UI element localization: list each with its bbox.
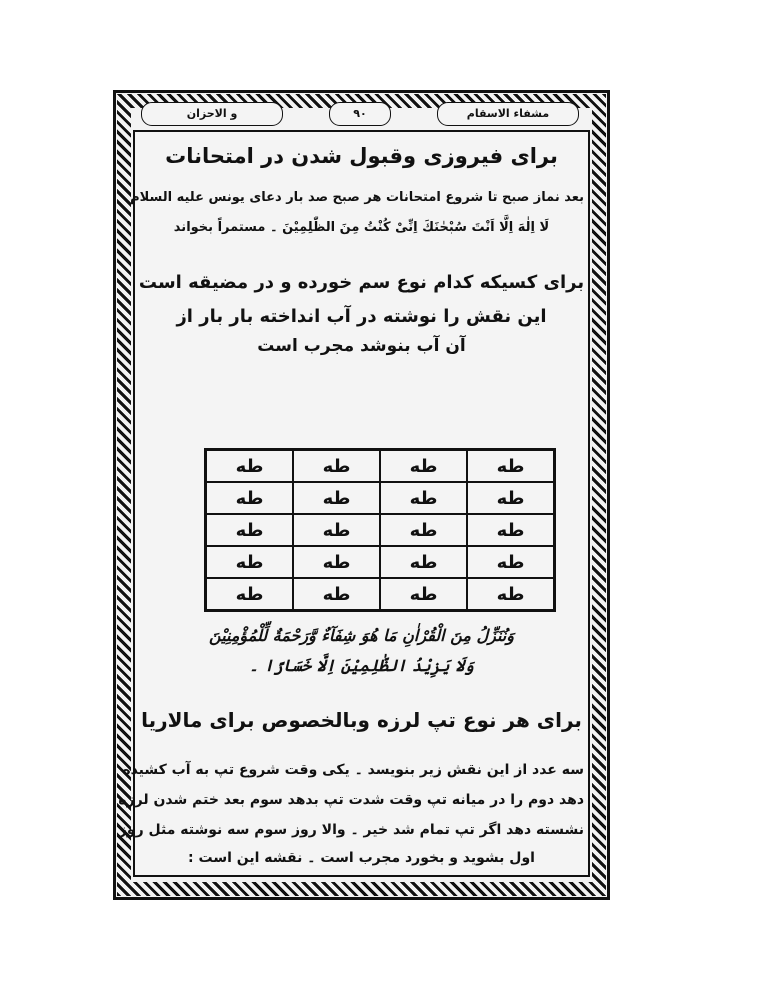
grid-cell: طه [380, 546, 467, 578]
text-line: بعد نماز صبح تا شروع امتحانات هر صبح صد بار دعای یونس علیه السلام [130, 190, 584, 205]
header-left-title: و الاحزان [141, 102, 283, 126]
text-line: سه عدد از این نقش زیر بنویسد ۔ یکی وقت شروع تپ به آب کشیده [122, 762, 584, 778]
grid-cell: طه [206, 546, 293, 578]
grid-cell: طه [293, 450, 380, 482]
grid-cell: طه [467, 450, 554, 482]
grid-cell: طه [206, 450, 293, 482]
text-line: لَا اِلٰهَ اِلَّا اَنْتَ سُبْحٰنَكَ اِنِّیْ كُنْتُ مِنَ الظّٰلِمِیْنَ ۔ مستمراً بخواند [173, 220, 550, 235]
grid-cell: طه [380, 578, 467, 610]
quran-verse-line: وَلَا یَزِیْدُ الظّٰلِمِیْنَ اِلَّا خَسَارًا ۔ [249, 656, 474, 675]
text-line: دهد دوم را در میانه تپ وقت شدت تپ بدهد سوم بعد ختم شدن لرزه [118, 792, 584, 808]
grid-cell: طه [293, 482, 380, 514]
page-number: ۹۰ [329, 102, 391, 126]
section-title-exams: برای فیروزی وقبول شدن در امتحانات [165, 144, 558, 168]
grid-cell: طه [467, 482, 554, 514]
grid-cell: طه [293, 546, 380, 578]
grid-cell: طه [206, 578, 293, 610]
grid-cell: طه [293, 578, 380, 610]
quran-verse-line: وَنُنَزِّلُ مِنَ الْقُرْاٰنِ مَا هُوَ شِفَآءٌ وَّرَحْمَةٌ لِّلْمُؤْمِنِیْنَ [209, 626, 514, 645]
grid-cell: طه [467, 578, 554, 610]
grid-cell: طه [467, 514, 554, 546]
text-line: اول بشوید و بخورد مجرب است ۔ نقشه این است : [188, 850, 535, 866]
text-frame [118, 130, 590, 877]
page-header [133, 98, 590, 130]
grid-cell: طه [206, 514, 293, 546]
grid-cell: طه [206, 482, 293, 514]
grid-cell: طه [467, 546, 554, 578]
text-line: نشسته دهد اگر تپ تمام شد خیر ۔ والا روز سوم سه نوشته مثل روز [118, 822, 584, 838]
grid-cell: طه [380, 514, 467, 546]
book-page [113, 90, 610, 900]
grid-cell: طه [380, 450, 467, 482]
header-right-title: مشفاء الاسقام [437, 102, 579, 126]
section-title-malaria: برای هر نوع تپ لرزه وبالخصوص برای مالاریا [141, 708, 582, 732]
text-line: برای کسیکه کدام نوع سم خورده و در مضیقه است [138, 272, 585, 293]
text-line: این نقش را نوشته در آب انداخته بار بار از [176, 306, 547, 327]
amulet-grid [204, 448, 556, 612]
text-line: آن آب بنوشد مجرب است [257, 336, 466, 356]
grid-cell: طه [293, 514, 380, 546]
grid-cell: طه [380, 482, 467, 514]
